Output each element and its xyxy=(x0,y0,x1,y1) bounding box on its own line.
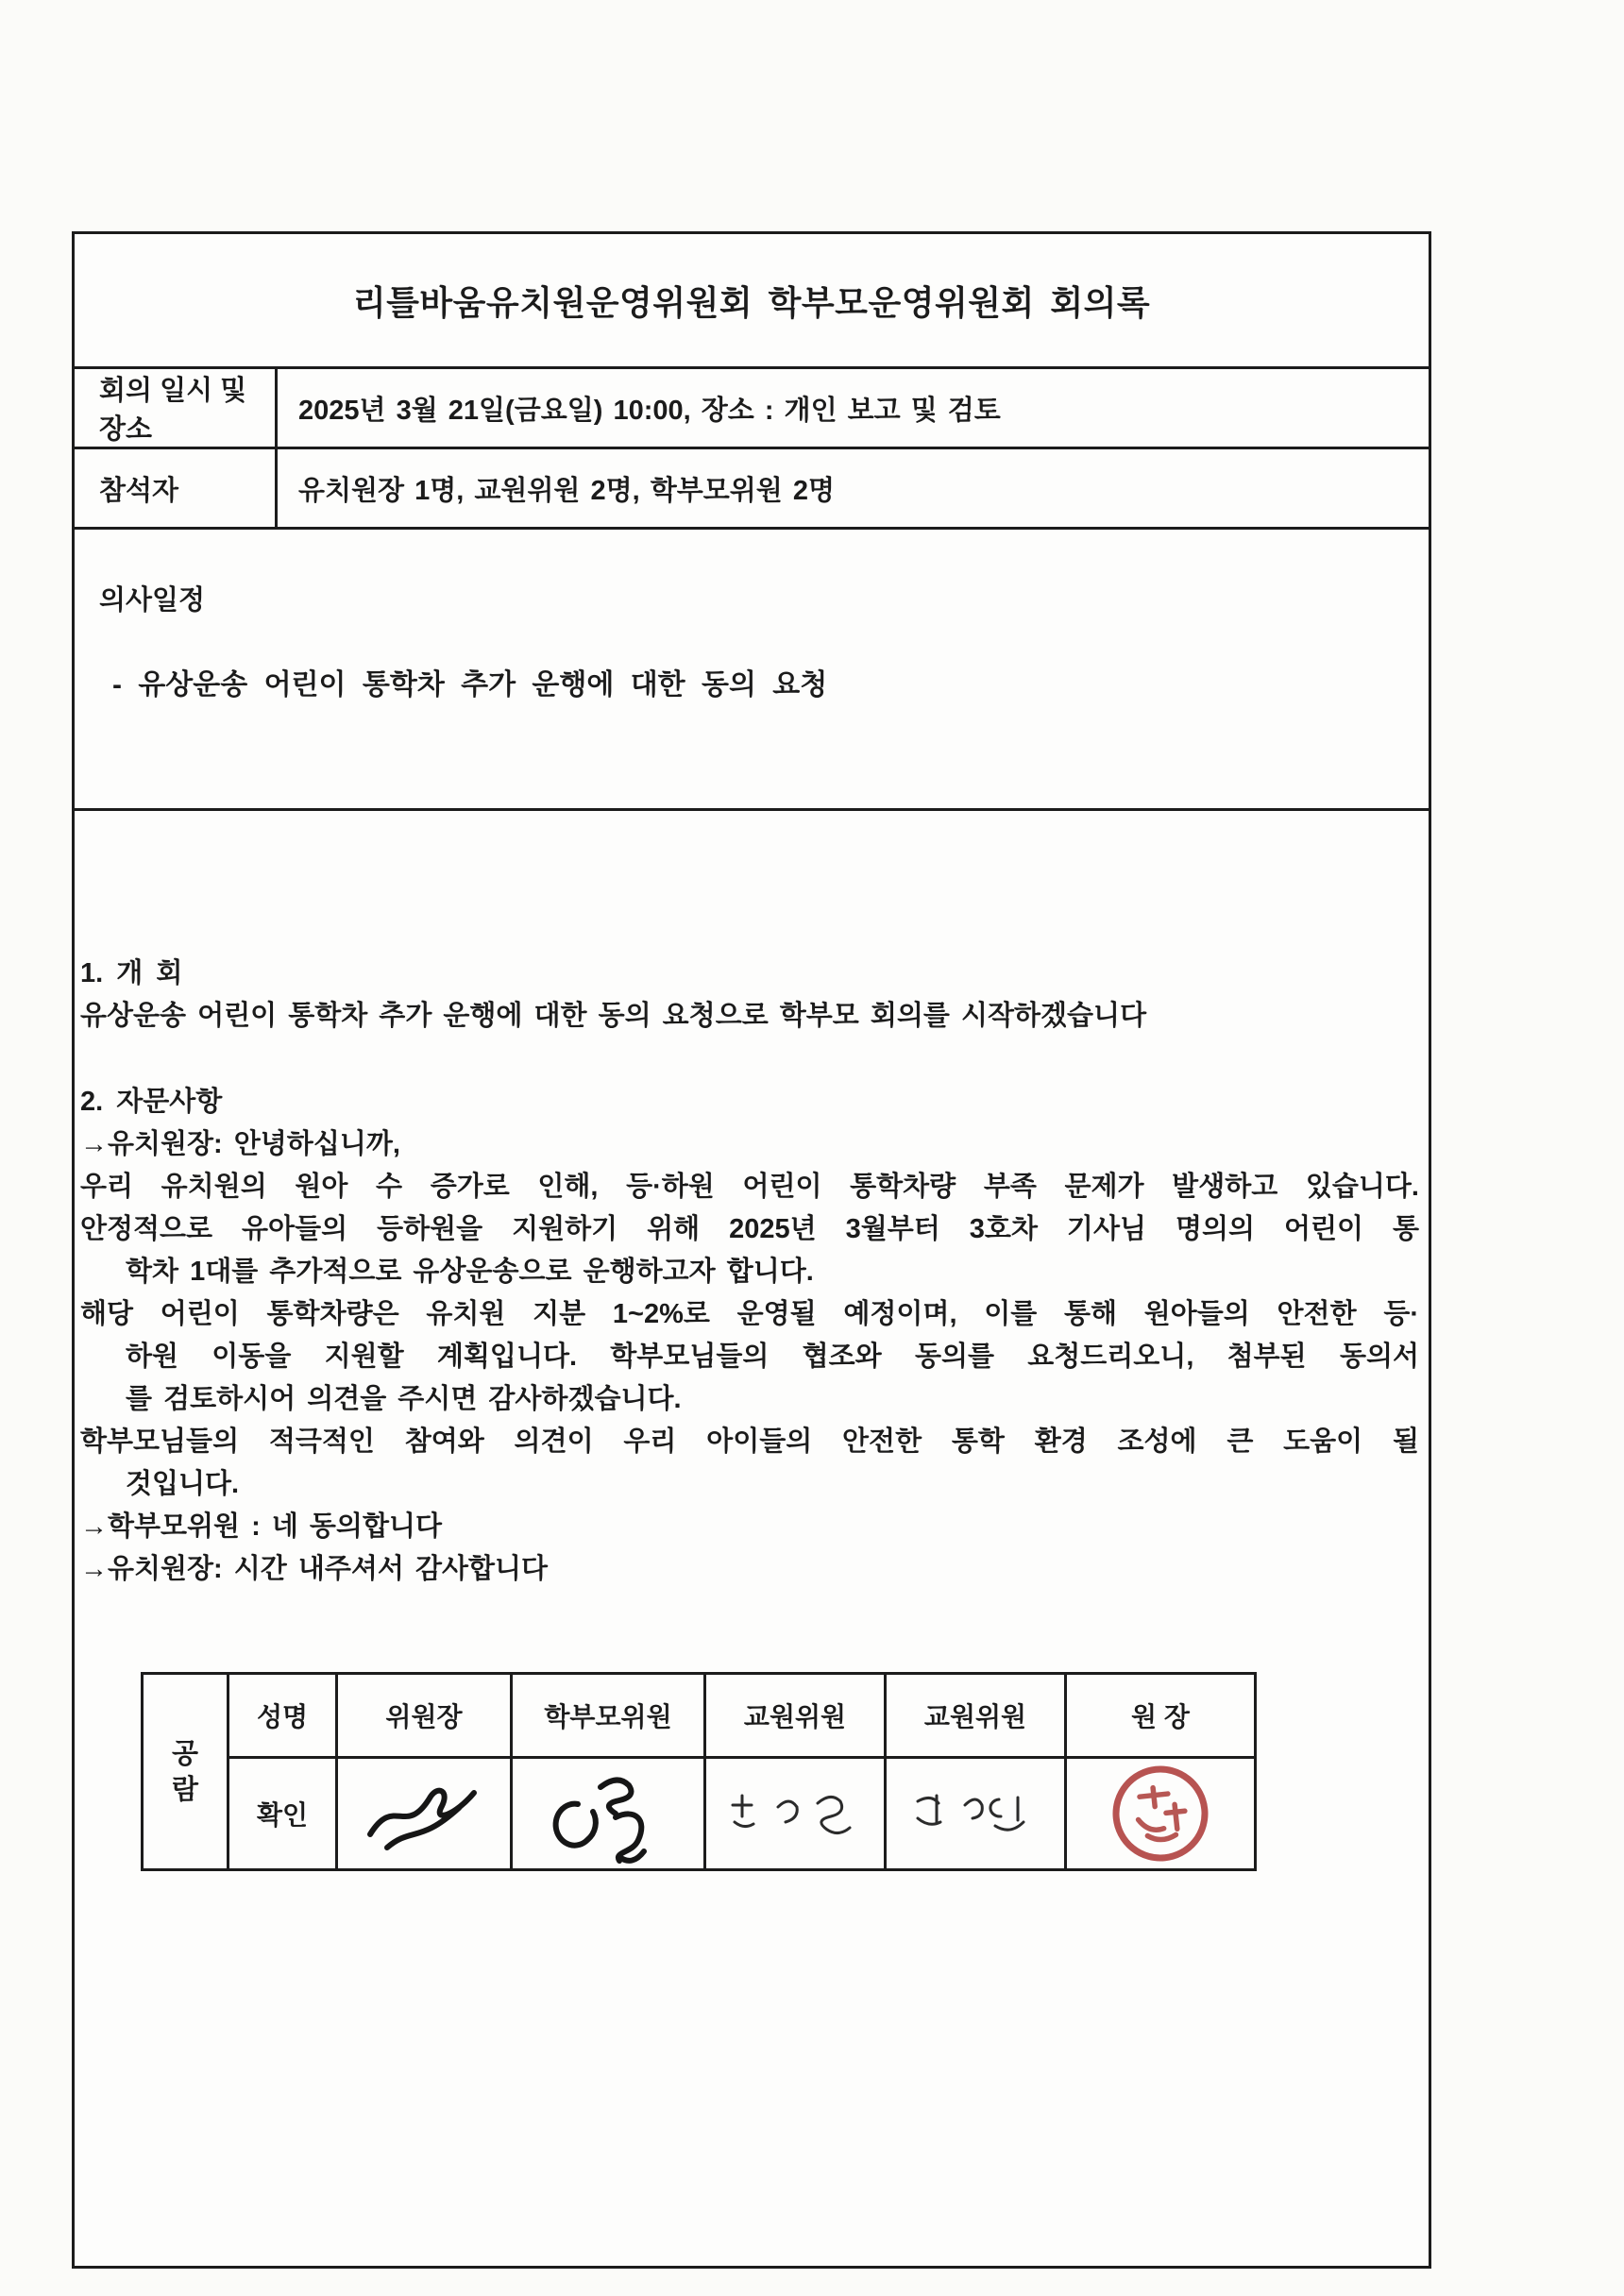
minutes-line-parent-agree: →학부모위원 : 네 동의합니다 xyxy=(80,1511,442,1542)
row-header-confirm: 확인 xyxy=(229,1759,335,1868)
meeting-minutes-document xyxy=(72,231,1431,2269)
parent-rep-signature xyxy=(513,1759,703,1868)
info-row-datetime-location xyxy=(75,369,1429,449)
approval-corner-char-2: 람 xyxy=(171,1774,198,1805)
minutes-line: 것입니다. xyxy=(126,1469,240,1499)
row-header-name: 성명 xyxy=(229,1675,335,1756)
info-label-attendees: 참석자 xyxy=(75,449,278,527)
column-header-teacher-rep-2: 교원위원 xyxy=(887,1675,1064,1756)
minutes-line: 학부모님들의 적극적인 참여와 의견이 우리 아이들의 안전한 통학 환경 조성에 큰 도움이 될 xyxy=(80,1427,1419,1457)
title-row xyxy=(75,234,1429,369)
minutes-line: 우리 유치원의 원아 수 증가로 인해, 등·하원 어린이 통학차량 부족 문제가 발생하고 있습니다. xyxy=(80,1172,1419,1202)
minutes-line: 를 검토하시어 의견을 주시면 감사하겠습니다. xyxy=(126,1384,682,1414)
approval-table xyxy=(141,1672,1257,1871)
document-title: 리틀바움유치원운영위원회 학부모운영위원회 회의록 xyxy=(352,282,1151,322)
column-header-teacher-rep-1: 교원위원 xyxy=(706,1675,884,1756)
column-header-principal: 원 장 xyxy=(1067,1675,1254,1756)
minutes-line: 학차 1대를 추가적으로 유상운송으로 운행하고자 합니다. xyxy=(126,1257,814,1287)
chairman-signature xyxy=(338,1759,510,1868)
section-1-line: 유상운송 어린이 통학차 추가 운행에 대한 동의 요청으로 학부모 회의를 시작하겠습니다 xyxy=(80,1001,1147,1031)
agenda-item: - 유상운송 어린이 통학차 추가 운행에 대한 동의 요청 xyxy=(112,669,828,701)
minutes-line-director-greeting: →유치원장: 안녕하십니까, xyxy=(80,1129,400,1159)
teacher-rep-signature-2 xyxy=(887,1759,1064,1868)
principal-seal-stamp xyxy=(1067,1759,1254,1868)
teacher-rep-signature-1 xyxy=(706,1759,884,1868)
minutes-line: 안정적으로 유아들의 등하원을 지원하기 위해 2025년 3월부터 3호차 기사님 명의의 어린이 통 xyxy=(80,1214,1419,1244)
info-label-datetime-location: 회의 일시 및 장소 xyxy=(75,369,278,447)
info-row-attendees xyxy=(75,449,1429,530)
agenda-heading: 의사일정 xyxy=(99,585,206,616)
agenda-section xyxy=(75,579,1429,811)
column-header-parent-rep: 학부모위원 xyxy=(513,1675,703,1756)
section-1-heading: 1. 개 회 xyxy=(80,958,183,988)
minutes-line: 하원 이동을 지원할 계획입니다. 학부모님들의 협조와 동의를 요청드리오니, 첨부된 동의서 xyxy=(126,1342,1419,1372)
minutes-body xyxy=(75,811,1429,1871)
section-2-heading: 2. 자문사항 xyxy=(80,1087,223,1117)
column-header-chairman: 위원장 xyxy=(338,1675,510,1756)
minutes-line-director-thanks: →유치원장: 시간 내주셔서 감사합니다 xyxy=(80,1554,549,1584)
info-value-attendees: 유치원장 1명, 교원위원 2명, 학부모위원 2명 xyxy=(298,475,836,506)
info-value-datetime-location: 2025년 3월 21일(금요일) 10:00, 장소 : 개인 보고 및 검토 xyxy=(298,395,1001,426)
approval-corner-char-1: 공 xyxy=(171,1738,198,1769)
minutes-line: 해당 어린이 통학차량은 유치원 지분 1~2%로 운영될 예정이며, 이를 통해 원아들의 안전한 등· xyxy=(80,1299,1419,1329)
approval-corner-label xyxy=(144,1675,227,1868)
